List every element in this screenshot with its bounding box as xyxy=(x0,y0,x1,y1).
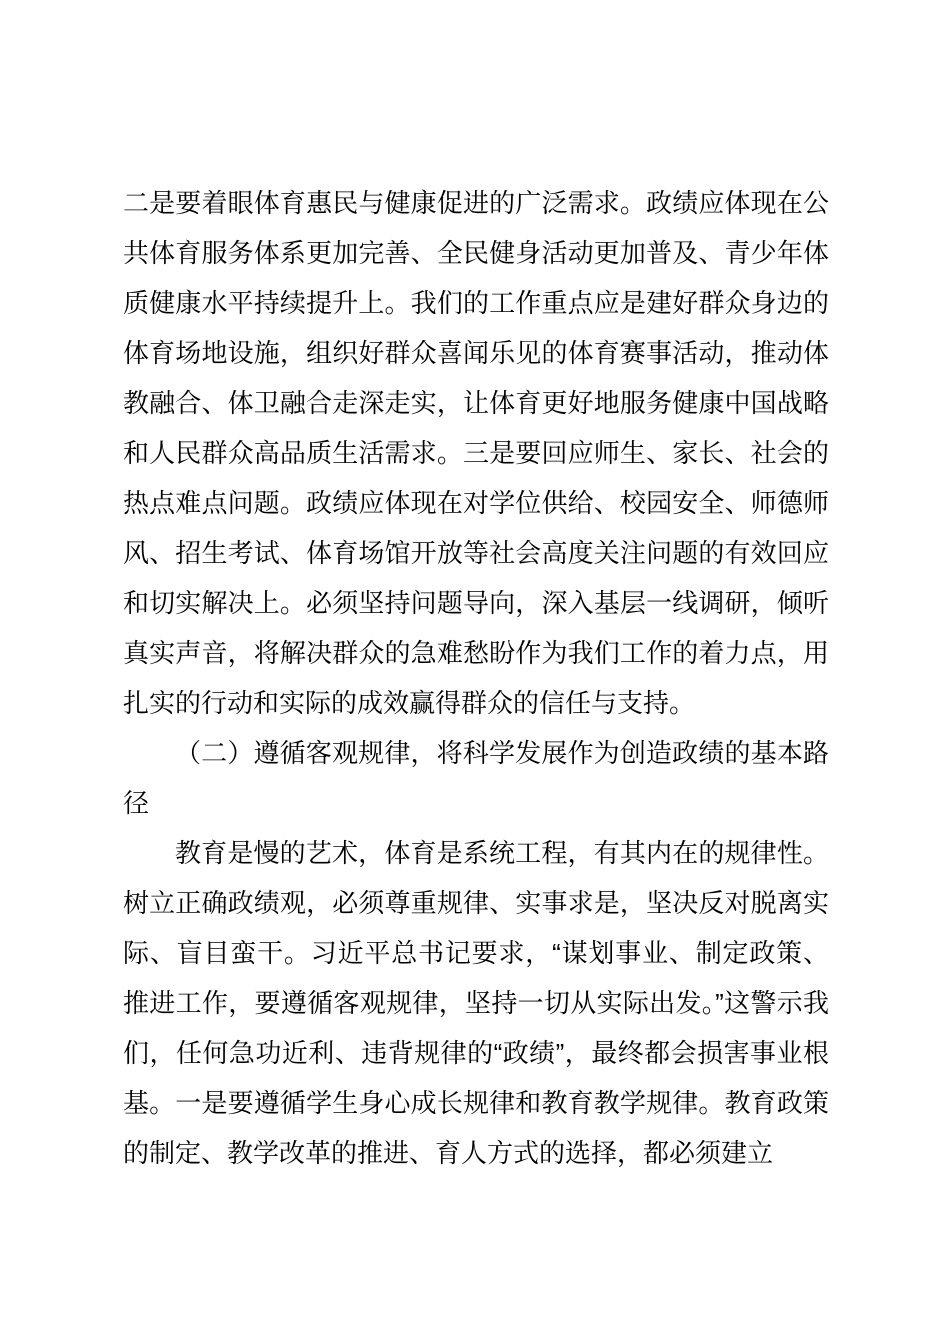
paragraph-body: 教育是慢的艺术，体育是系统工程，有其内在的规律性。树立正确政绩观，必须尊重规律、实事求是，坚决反对脱离实际、盲目蛮干。习近平总书记要求，“谋划事业、制定政策、推进工作，要遵循客观规律，坚持一切从实际出发。”这警示我们，任何急功近利、违背规律的“政绩”，最终都会损害事业根基。一是要遵循学生身心成长规律和教育教学规律。教育政策的制定、教学改革的推进、育人方式的选择，都必须建立 xyxy=(123,838,829,1168)
paragraph-section-heading: （二）遵循客观规律，将科学发展作为创造政绩的基本路径 xyxy=(123,738,829,818)
document-body-text xyxy=(123,178,829,1178)
paragraph-continuation: 二是要着眼体育惠民与健康促进的广泛需求。政绩应体现在公共体育服务体系更加完善、全民健身活动更加普及、青少年体质健康水平持续提升上。我们的工作重点应是建好群众身边的体育场地设施，组织好群众喜闻乐见的体育赛事活动，推动体教融合、体卫融合走深走实，让体育更好地服务健康中国战略和人民群众高品质生活需求。三是要回应师生、家长、社会的热点难点问题。政绩应体现在对学位供给、校园安全、师德师风、招生考试、体育场馆开放等社会高度关注问题的有效回应和切实解决上。必须坚持问题导向，深入基层一线调研，倾听真实声音，将解决群众的急难愁盼作为我们工作的着力点，用扎实的行动和实际的成效赢得群众的信任与支持。 xyxy=(123,188,829,718)
